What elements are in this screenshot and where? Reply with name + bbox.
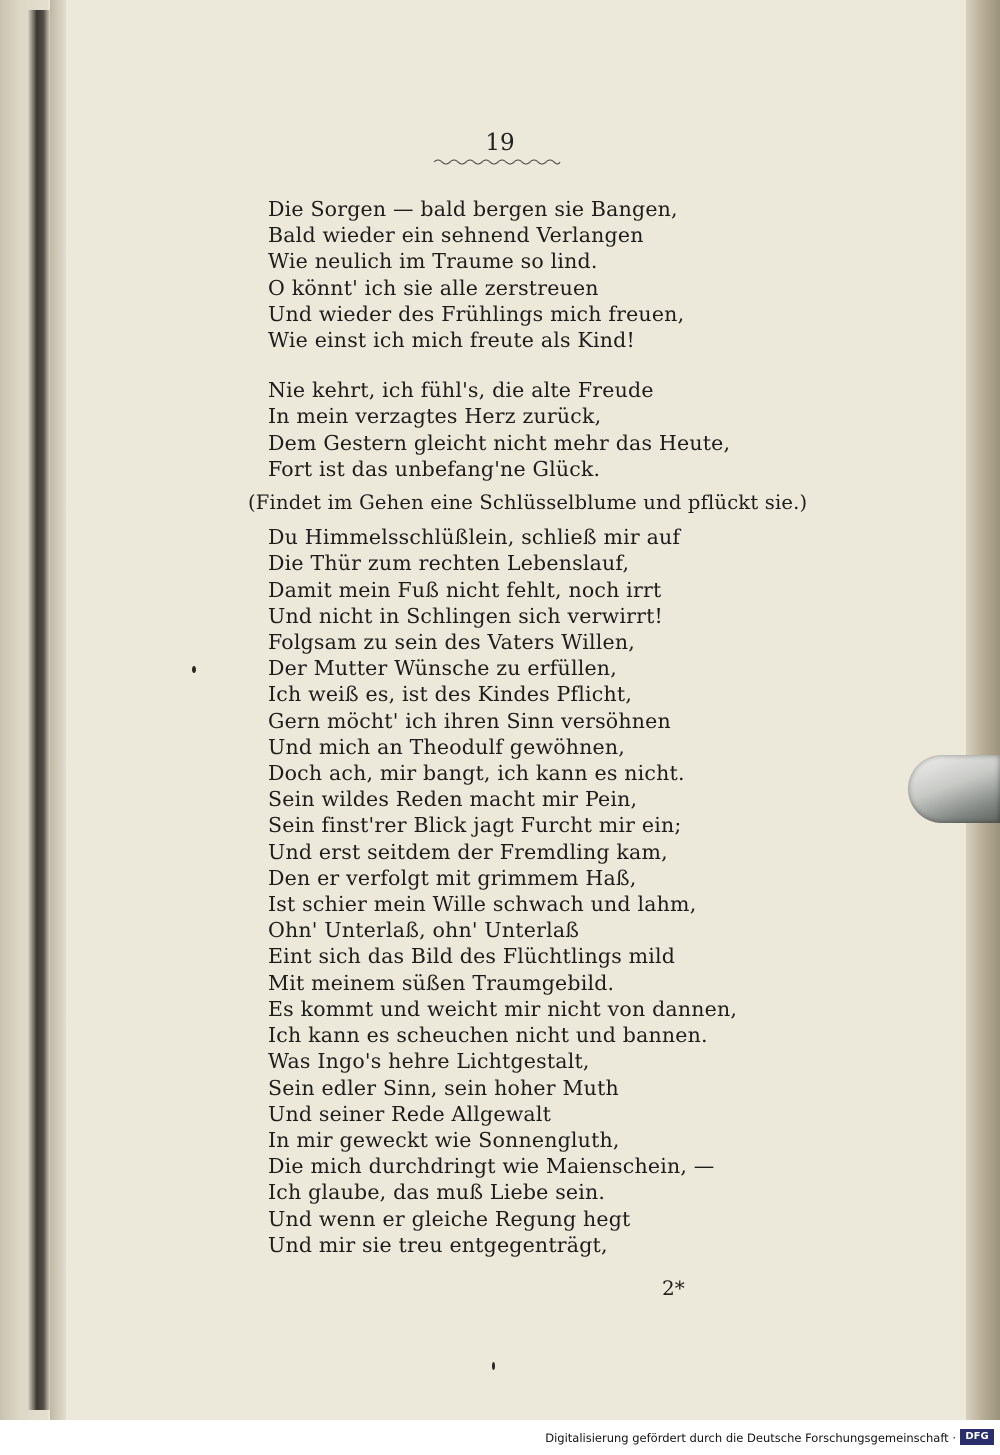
verse-line: Und mir sie treu entgegenträgt, [268, 1232, 608, 1257]
binding-shadow [28, 10, 50, 1410]
verse-line: Was Ingo's hehre Lichtgestalt, [268, 1049, 590, 1074]
verse-line: Wie einst ich mich freute als Kind! [268, 328, 635, 353]
verse-line: Gern möcht' ich ihren Sinn versöhnen [268, 708, 671, 733]
stanza-1 [268, 196, 738, 353]
verse-line: Die Sorgen — bald bergen sie Bangen, [268, 197, 678, 221]
verse-line: Bald wieder ein sehnend Verlangen [268, 223, 644, 248]
page-number: 19 [485, 130, 515, 156]
verse-line: Sein edler Sinn, sein hoher Muth [268, 1075, 619, 1100]
verse-line: Ich glaube, das muß Liebe sein. [268, 1180, 606, 1205]
poem-text [248, 196, 808, 1258]
verse-line: Doch ach, mir bangt, ich kann es nicht. [268, 761, 685, 786]
verse-line: Du Himmelsschlüßlein, schließ mir auf [268, 525, 681, 550]
verse-line: Eint sich das Bild des Flüchtlings mild [268, 944, 676, 969]
stanza-2 [268, 377, 738, 482]
verse-line: Den er verfolgt mit grimmem Haß, [268, 865, 637, 890]
verse-line: Mit meinem süßen Traumgebild. [268, 970, 615, 995]
stanza-3 [268, 524, 738, 1258]
footer-credit: Digitalisierung gefördert durch die Deutsche Forschungsgemeinschaft · [545, 1431, 956, 1445]
verse-line: Dem Gestern gleicht nicht mehr das Heute, [268, 430, 731, 455]
verse-line: Sein wildes Reden macht mir Pein, [268, 787, 638, 812]
verse-line: Ohn' Unterlaß, ohn' Unterlaß [268, 918, 580, 943]
verse-line: Der Mutter Wünsche zu erfüllen, [268, 656, 617, 681]
verse-line: Sein finst'rer Blick jagt Furcht mir ein; [268, 813, 682, 838]
stage-direction: (Findet im Gehen eine Schlüsselblume und pflückt sie.) [248, 491, 808, 515]
verse-line: Die mich durchdringt wie Maienschein, — [268, 1154, 715, 1179]
verse-line: Und seiner Rede Allgewalt [268, 1101, 552, 1126]
verse-line: Ich weiß es, ist des Kindes Pflicht, [268, 682, 633, 707]
verse-line: Fort ist das unbefang'ne Glück. [268, 456, 601, 481]
signature-mark: 2* [662, 1276, 685, 1300]
verse-line: Die Thür zum rechten Lebenslauf, [268, 551, 630, 576]
dfg-logo: DFG [960, 1429, 994, 1445]
verse-line: Und nicht in Schlingen sich verwirrt! [268, 603, 663, 628]
page-stack-edge [966, 0, 1000, 1420]
verse-line: Und wieder des Frühlings mich freuen, [268, 301, 685, 326]
verse-line: Nie kehrt, ich fühl's, die alte Freude [268, 378, 654, 403]
ornament-rule [432, 157, 562, 167]
verse-line: Und erst seitdem der Fremdling kam, [268, 839, 668, 864]
verse-line: Und wenn er gleiche Regung hegt [268, 1206, 631, 1231]
verse-line: Folgsam zu sein des Vaters Willen, [268, 630, 635, 655]
verse-line: O könnt' ich sie alle zerstreuen [268, 275, 599, 300]
verse-line: In mir geweckt wie Sonnengluth, [268, 1127, 620, 1152]
verse-line: Ist schier mein Wille schwach und lahm, [268, 892, 697, 917]
verse-line: Damit mein Fuß nicht fehlt, noch irrt [268, 577, 662, 602]
ink-speck [192, 666, 196, 673]
verse-line: In mein verzagtes Herz zurück, [268, 404, 602, 429]
page-turn-tab[interactable] [908, 755, 1000, 823]
ink-speck [492, 1362, 495, 1370]
verse-line: Wie neulich im Traume so lind. [268, 249, 598, 274]
verse-line: Und mich an Theodulf gewöhnen, [268, 734, 625, 759]
verse-line: Ich kann es scheuchen nicht und bannen. [268, 1023, 708, 1048]
verse-line: Es kommt und weicht mir nicht von dannen, [268, 996, 738, 1021]
